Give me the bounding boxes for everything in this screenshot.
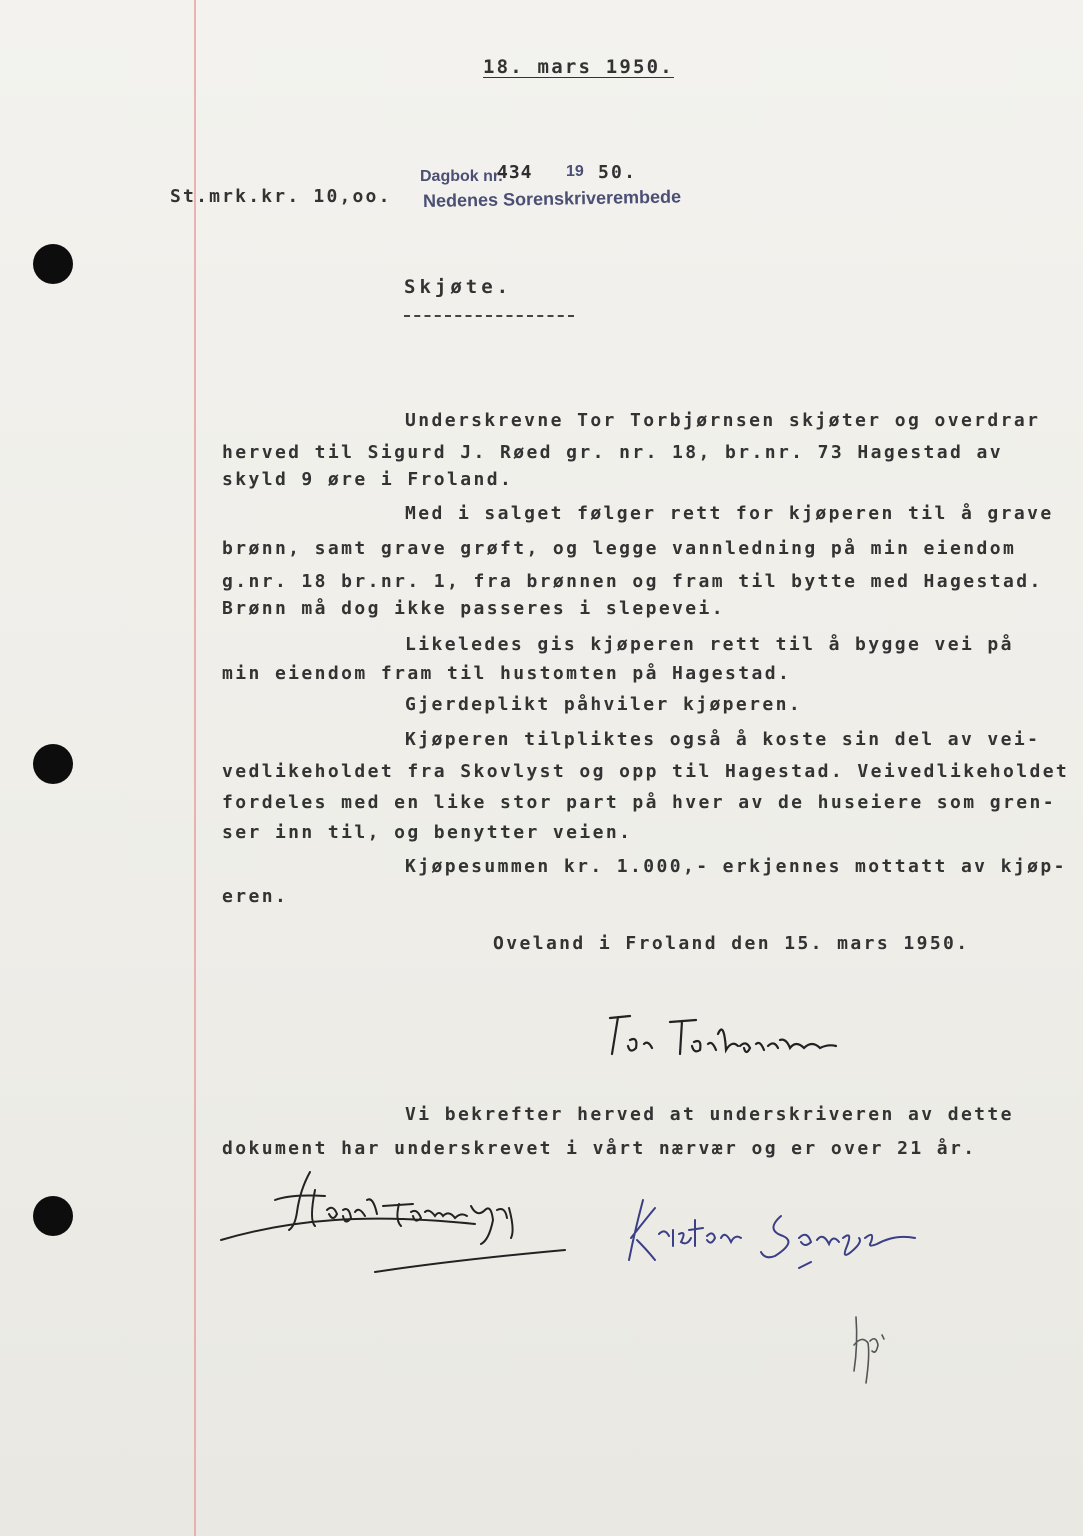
body-line: g.nr. 18 br.nr. 1, fra brønnen og fram til bytte med Hagestad.	[222, 571, 1043, 592]
body-line: vedlikeholdet fra Skovlyst og opp til Hagestad. Veivedlikeholdet	[222, 761, 1070, 782]
body-line: min eiendom fram til hustomten på Hagestad.	[222, 663, 792, 684]
body-line: Kjøpesummen kr. 1.000,- erkjennes mottatt av kjøp-	[405, 856, 1067, 877]
body-line: Gjerdeplikt påhviler kjøperen.	[405, 694, 803, 715]
stamp-office: Nedenes Sorenskriverembede	[422, 186, 682, 211]
date-header: 18. mars 1950.	[483, 56, 674, 78]
witness-signature-1	[215, 1160, 585, 1280]
punch-hole-middle	[33, 744, 73, 784]
witness-line: dokument har underskrevet i vårt nærvær og er over 21 år.	[222, 1138, 977, 1159]
place-date: Oveland i Froland den 15. mars 1950.	[493, 933, 970, 954]
margin-line	[194, 0, 196, 1536]
body-line: Likeledes gis kjøperen rett til å bygge vei på	[405, 634, 1014, 655]
initials-mark	[848, 1305, 893, 1390]
stamp-year-suffix: 50.	[598, 162, 638, 183]
body-line: eren.	[222, 886, 289, 907]
witness-line: Vi bekrefter herved at underskriveren av dette	[405, 1104, 1014, 1125]
body-line: Med i salget følger rett for kjøperen til å grave	[405, 503, 1054, 524]
stamp-year-prefix: 19	[566, 163, 584, 180]
witness-signature-2	[615, 1190, 950, 1280]
body-line: Brønn må dog ikke passeres i slepevei.	[222, 598, 726, 619]
stamp-dagbok-label: Dagbok nr.	[420, 168, 503, 185]
title-underline	[404, 315, 574, 317]
document-title: Skjøte.	[404, 276, 513, 298]
body-line: Underskrevne Tor Torbjørnsen skjøter og overdrar	[405, 410, 1041, 431]
punch-hole-top	[33, 244, 73, 284]
seller-signature	[600, 1010, 850, 1070]
punch-hole-bottom	[33, 1196, 73, 1236]
body-line: fordeles med en like stor part på hver av de huseiere som gren-	[222, 792, 1056, 813]
stamp-dagbok-number: 434	[497, 162, 533, 183]
body-line: skyld 9 øre i Froland.	[222, 469, 514, 490]
body-line: ser inn til, og benytter veien.	[222, 822, 633, 843]
body-line: brønn, samt grave grøft, og legge vannledning på min eiendom	[222, 538, 1017, 559]
stamp-fee: St.mrk.kr. 10,oo.	[170, 186, 392, 207]
body-line: Kjøperen tilpliktes også å koste sin del av vei-	[405, 729, 1041, 750]
body-line: herved til Sigurd J. Røed gr. nr. 18, br.nr. 73 Hagestad av	[222, 442, 1003, 463]
